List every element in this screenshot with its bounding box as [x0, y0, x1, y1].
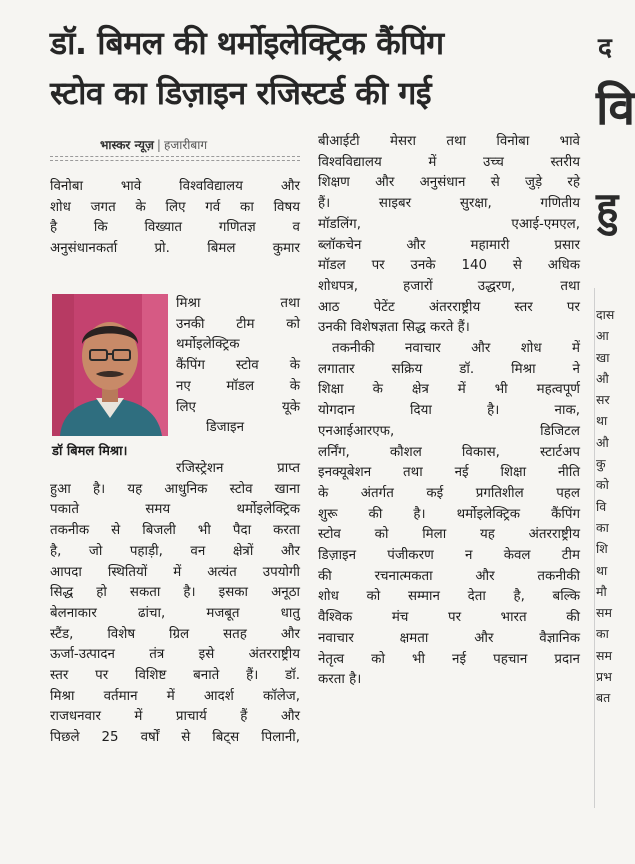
- text-line: तकनीक से बिजली भी पैदा करता: [50, 523, 300, 539]
- headline: [50, 18, 580, 118]
- adjacent-text-fragment: कु: [596, 456, 606, 472]
- text-line: मॉडलिंग, एआई-एमएल,: [318, 216, 580, 232]
- adjacent-text-fragment: का: [596, 626, 609, 642]
- text-line: अनुसंधानकर्ता प्रो. बिमल कुमार: [50, 241, 300, 257]
- text-line: बेलनाकार ढांचा, मजबूत धातु: [50, 605, 300, 621]
- adjacent-text-fragment: मौ: [596, 583, 607, 599]
- text-line: स्टोव को मिला यह अंतरराष्ट्रीय: [318, 527, 580, 543]
- adjacent-text-fragment: वि: [596, 498, 607, 514]
- text-line: लिए यूके: [176, 399, 300, 415]
- text-line: हैं। साइबर सुरक्षा, गणितीय: [318, 196, 580, 212]
- text-line: आठ पेटेंट अंतरराष्ट्रीय स्तर पर: [318, 299, 580, 315]
- author-photo: [52, 294, 168, 436]
- text-line: की रचनात्मकता और तकनीकी: [318, 568, 580, 584]
- adjacent-text-fragment: था: [596, 413, 608, 429]
- adjacent-headline-fragment: हु: [596, 183, 619, 232]
- divider: [50, 156, 300, 157]
- text-line: लगातार सक्रिय डॉ. मिश्रा ने: [318, 361, 580, 377]
- text-line: नेतृत्व को भी नई पहचान प्रदान: [318, 651, 580, 667]
- adjacent-text-fragment: खा: [596, 349, 610, 365]
- text-line: लर्निंग, कौशल विकास, स्टार्टअप: [318, 444, 580, 460]
- adjacent-text-fragment: आ: [596, 328, 609, 344]
- text-line: हुआ है। यह आधुनिक स्टोव खाना: [50, 481, 300, 497]
- byline-place: हजारीबाग: [163, 138, 208, 152]
- text-line: एनआईआरएफ, डिजिटल: [318, 423, 580, 439]
- adjacent-text-fragment: औ: [596, 434, 609, 450]
- text-line: नवाचार क्षमता और वैज्ञानिक: [318, 630, 580, 646]
- text-line: है, जो पहाड़ी, वन क्षेत्रों और: [50, 543, 300, 559]
- text-line: विश्वविद्यालय में उच्च स्तरीय: [318, 154, 580, 170]
- byline: [100, 136, 300, 153]
- text-line: मिश्रा वर्तमान में आदर्श कॉलेज,: [50, 688, 300, 704]
- adjacent-text-fragment: शि: [596, 541, 608, 557]
- text-line: के अंतर्गत कई प्रगतिशील पहल: [318, 485, 580, 501]
- byline-agency: भास्कर न्यूज़: [100, 138, 154, 152]
- adjacent-text-fragment: सर: [596, 392, 610, 408]
- text-line: इनक्यूबेशन तथा नई शिक्षा नीति: [318, 465, 580, 481]
- text-line: बीआईटी मेसरा तथा विनोबा भावे: [318, 134, 580, 149]
- adjacent-headline-fragment: वि: [596, 80, 635, 136]
- headline-line-1: डॉ. बिमल की थर्मोइलेक्ट्रिक कैंपिंग: [50, 24, 444, 62]
- text-line: है कि विख्यात गणितज्ञ व: [50, 220, 300, 236]
- adjacent-text-fragment: सम: [596, 605, 612, 621]
- text-line: करता है।: [318, 672, 362, 688]
- adjacent-text-fragments: [590, 304, 615, 709]
- text-line: वैश्विक मंच पर भारत की: [318, 610, 580, 626]
- adjacent-text-fragment: प्रभ: [596, 669, 612, 685]
- article-column-1-wrap: [176, 294, 300, 439]
- text-line: मिश्रा तथा: [176, 296, 300, 311]
- text-line: उनकी विशेषज्ञता सिद्ध करते हैं।: [318, 320, 470, 336]
- text-line: शुरू की है। थर्मोइलेक्ट्रिक कैंपिंग: [318, 506, 580, 522]
- adjacent-text-fragment: औ: [596, 370, 609, 386]
- adjacent-text-fragment: को: [596, 477, 609, 493]
- text-line: विनोबा भावे विश्वविद्यालय और: [50, 179, 300, 194]
- text-line: पिछले 25 वर्षों से बिट्स पिलानी,: [50, 730, 300, 746]
- text-line: नए मॉडल के: [176, 378, 300, 394]
- text-line: कैंपिंग स्टोव के: [176, 358, 300, 374]
- photo-caption: डॉ बिमल मिश्रा।: [52, 444, 128, 459]
- adjacent-article-edge: [590, 0, 635, 864]
- text-line: शोध को सम्मान देता है, बल्कि: [318, 589, 580, 605]
- text-line: उनकी टीम को: [176, 316, 300, 332]
- adjacent-text-fragment: दास: [596, 307, 615, 322]
- text-line: तकनीकी नवाचार और शोध में: [332, 341, 580, 357]
- adjacent-text-fragment: का: [596, 519, 609, 535]
- text-line: स्तर पर विशिष्ट बनाते हैं। डॉ.: [50, 668, 300, 684]
- text-line: पकाते समय थर्मोइलेक्ट्रिक: [50, 502, 300, 518]
- adjacent-text-fragment: सम: [596, 647, 612, 663]
- adjacent-text-fragment: था: [596, 562, 608, 578]
- text-line: योगदान दिया है। नाक,: [318, 403, 580, 419]
- text-line: आपदा स्थितियों में अत्यंत उपयोगी: [50, 564, 300, 580]
- text-line: शोधपत्र, हजारों उद्धरण, तथा: [318, 278, 580, 294]
- text-line: ब्लॉकचेन और महामारी प्रसार: [318, 237, 580, 253]
- text-line: शिक्षा के क्षेत्र में भी महत्वपूर्ण: [318, 382, 580, 398]
- text-line: राजधनवार में प्राचार्य हैं और: [50, 709, 300, 725]
- text-line: थर्मोइलेक्ट्रिक: [176, 337, 240, 353]
- text-line: शिक्षण और अनुसंधान से जुड़े रहे: [318, 175, 580, 191]
- adjacent-headline-fragment: द: [598, 33, 612, 63]
- text-line: डिज़ाइन पंजीकरण न केवल टीम: [318, 548, 580, 564]
- text-line: रजिस्ट्रेशन प्राप्त: [176, 461, 300, 476]
- text-line: डिजाइन: [206, 420, 245, 436]
- text-line: स्टैंड, विशेष ग्रिल सतह और: [50, 626, 300, 642]
- text-line: मॉडल पर उनके 140 से अधिक: [318, 258, 580, 274]
- divider: [50, 160, 300, 161]
- article-column-2: [318, 132, 580, 691]
- article-column-1-body: [50, 459, 300, 749]
- byline-separator: |: [156, 138, 161, 152]
- text-line: सिद्ध हो सकता है। इसका अनूठा: [50, 585, 300, 601]
- adjacent-text-fragment: बत: [596, 690, 611, 706]
- text-line: शोध जगत के लिए गर्व का विषय: [50, 199, 300, 215]
- headline-line-2: स्टोव का डिज़ाइन रजिस्टर्ड की गई: [50, 74, 432, 112]
- text-line: ऊर्जा-उत्पादन तंत्र इसे अंतरराष्ट्रीय: [50, 647, 300, 663]
- article-column-1-intro: [50, 177, 300, 260]
